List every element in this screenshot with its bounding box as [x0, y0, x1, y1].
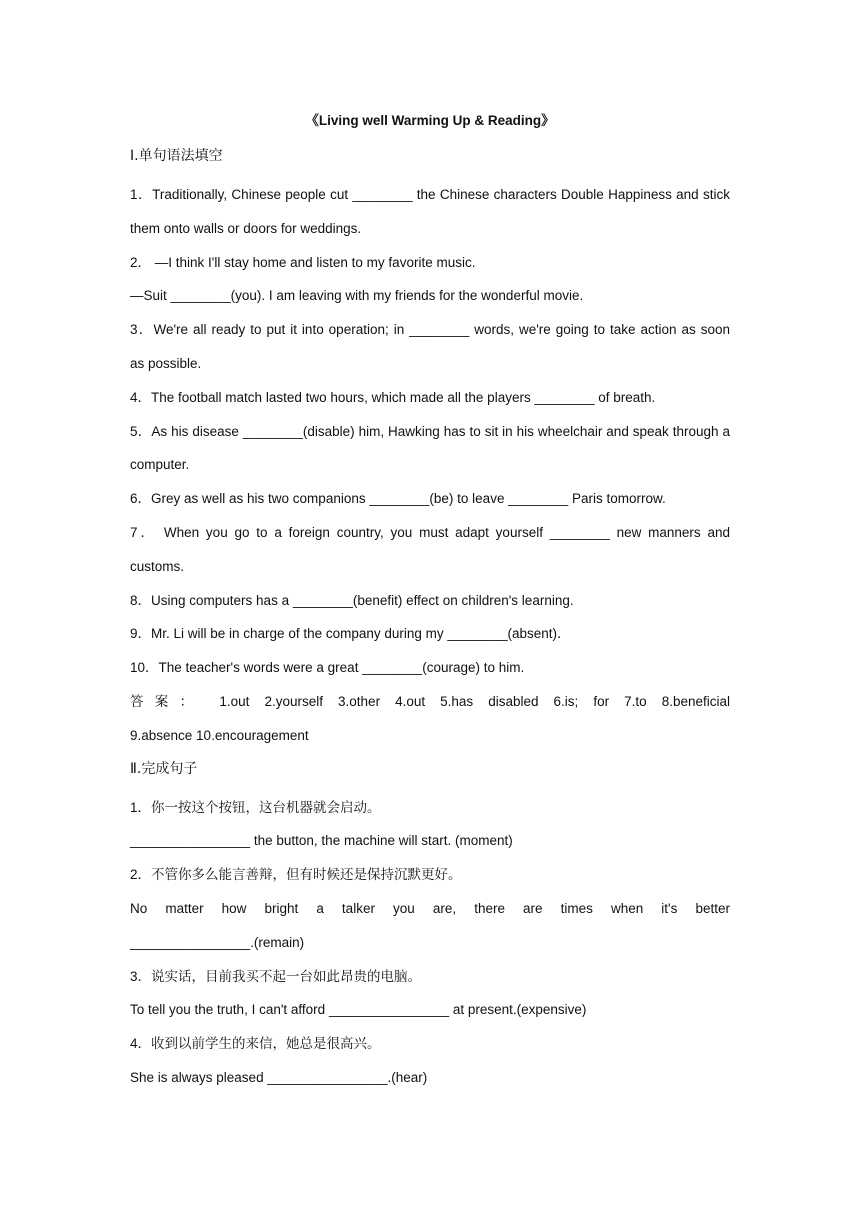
sentence-2-english-line-1: No matter how bright a talker you are, there are times when it's better	[130, 900, 730, 916]
question-9-line-1: 9．Mr. Li will be in charge of the company during my ________(absent)．	[130, 626, 571, 642]
question-8-line-1: 8．Using computers has a ________(benefit) effect on children's learning.	[130, 592, 574, 608]
section-1-heading: Ⅰ.单句语法填空	[130, 148, 223, 164]
question-6-line-1: 6．Grey as well as his two companions ________(be) to leave ________ Paris tomorrow.	[130, 491, 666, 507]
document-title: 《Living well Warming Up & Reading》	[305, 113, 555, 128]
answer-key-line-2: 9.absence 10.encouragement	[130, 727, 309, 743]
question-2-line-1: 2． —I think I'll stay home and listen to my favorite music.	[130, 254, 476, 270]
question-3-line-2: as possible.	[130, 355, 202, 371]
question-4-line-1: 4．The football match lasted two hours, which made all the players ________ of breath.	[130, 389, 656, 405]
question-10-line-1: 10．The teacher's words were a great ________(courage) to him.	[130, 660, 525, 676]
sentence-3-english: To tell you the truth, I can't afford ________________ at present.(expensive)	[130, 1002, 587, 1018]
question-1-line-1: 1．Traditionally, Chinese people cut ________ the Chinese characters Double Happiness and stick	[130, 187, 730, 202]
answer-key-line-1: 答案： 1.out 2.yourself 3.other 4.out 5.has disabled 6.is; for 7.to 8.beneficial	[130, 693, 730, 709]
sentence-4-chinese: 4．收到以前学生的来信，她总是很高兴。	[130, 1036, 381, 1052]
sentence-3-chinese: 3．说实话，目前我买不起一台如此昂贵的电脑。	[130, 968, 422, 984]
question-5-line-1: 5．As his disease ________(disable) him, Hawking has to sit in his wheelchair and speak through a	[130, 423, 730, 439]
section-1-body	[130, 178, 730, 753]
question-7-line-2: customs.	[130, 558, 185, 574]
sentence-1-english: ________________ the button, the machine will start. (moment)	[130, 833, 513, 849]
section-2-heading: Ⅱ.完成句子	[130, 760, 198, 777]
section-2-body	[130, 791, 730, 1095]
question-3-line-1: 3．We're all ready to put it into operation; in ________ words, we're going to take action as soon	[130, 322, 730, 338]
question-7-line-1: 7． When you go to a foreign country, you must adapt yourself ________ new manners and	[130, 524, 730, 540]
question-2-line-2: —Suit ________(you). I am leaving with my friends for the wonderful movie.	[130, 288, 584, 304]
document-page	[130, 108, 730, 1095]
question-5-line-2: computer.	[130, 457, 190, 473]
sentence-4-english: She is always pleased ________________.(hear)	[130, 1069, 428, 1085]
sentence-1-chinese: 1．你一按这个按钮，这台机器就会启动。	[130, 799, 381, 815]
sentence-2-chinese: 2．不管你多么能言善辩，但有时候还是保持沉默更好。	[130, 867, 462, 883]
question-1-line-2: them onto walls or doors for weddings.	[130, 220, 362, 236]
sentence-2-english-line-2: ________________.(remain)	[130, 934, 305, 950]
